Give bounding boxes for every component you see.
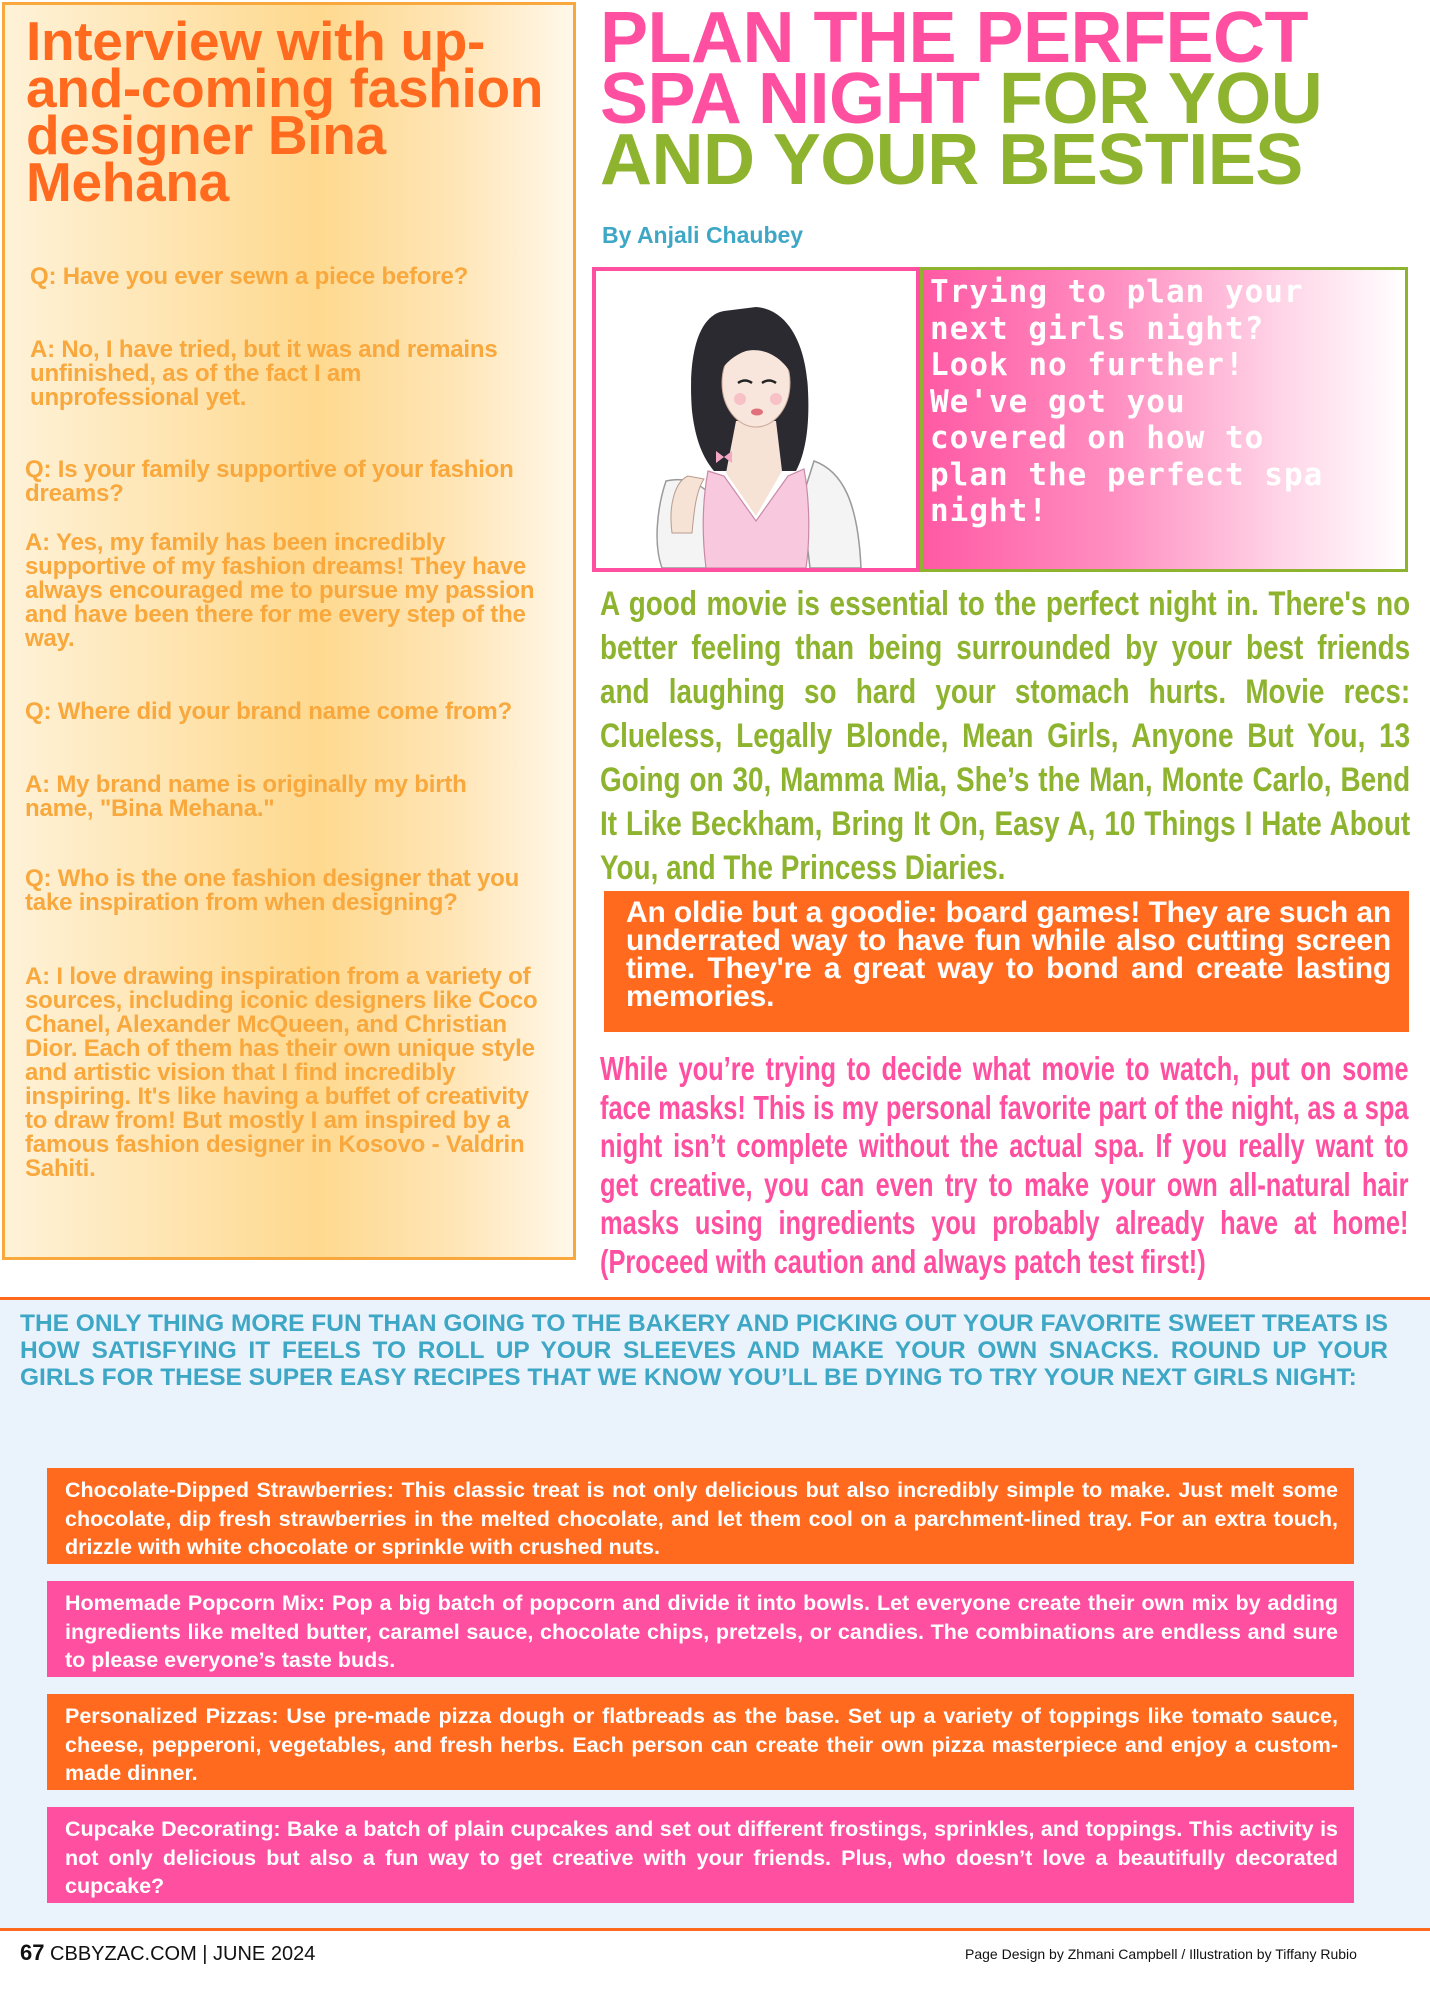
title-pink-part: PLAN THE PERFECT SPA NIGHT [600,0,1309,139]
interview-answer: A: My brand name is originally my birth name, "Bina Mehana." [25,771,467,822]
footer-credits: Page Design by Zhmani Campbell / Illustration by Tiffany Rubio [965,1946,1357,1962]
interview-question: Q: Who is the one fashion designer that you take inspiration from when designing? [25,865,520,916]
recipe-text: Homemade Popcorn Mix: Pop a big batch of popcorn and divide it into bowls. Let everyone create their own mix by adding ingredients like melted butter, caramel sauce, chocolate chips, pretzels, or candies. The combinations are endless and sure to please everyone’s taste buds. [65,1591,1338,1672]
site-and-date: CBBYZAC.COM | JUNE 2024 [50,1943,316,1965]
footer-folio [20,1940,315,1966]
face-masks-paragraph: While you’re trying to decide what movie to watch, put on some face masks! This is my personal favorite part of the night, as a spa night isn’t complete without the actual spa. If you really want to get creative, you can even try to make your own all-natural hair masks using ingredients you probably already have at home! (Proceed with caution and always patch test first!) [600,1050,1409,1280]
interview-question: Q: Have you ever sewn a piece before? [30,263,469,290]
movie-paragraph: A good movie is essential to the perfect night in. There's no better feeling than being surrounded by your best friends and laughing so hard your stomach hurts. Movie recs: Clueless, Legally Blonde, Mean Girls, Anyone But You, 13 Going on 30, Mamma Mia, She’s the Man, Monte Carlo, Bend It Like Beckham, Bring It On, Easy A, 10 Things I Hate About You, and The Princess Diaries. [600,585,1411,887]
recipe-card [47,1694,1354,1790]
interview-question: Q: Where did your brand name come from? [25,698,512,725]
board-games-text: An oldie but a goodie: board games! They are such an underrated way to have fun while also cutting screen time. They're a great way to bond and create lasting memories. [626,896,1391,1013]
interview-question: Q: Is your family supportive of your fashion dreams? [25,456,514,507]
interview-answer: A: No, I have tried, but it was and remains unfinished, as of the fact I am unprofessional yet. [30,336,498,411]
interview-title: Interview with up-and-coming fashion designer Bina Mehana [26,10,544,213]
spa-article-title [600,0,1420,200]
recipe-text: Chocolate-Dipped Strawberries: This classic treat is not only delicious but also incredibly simple to make. Just melt some chocolate, dip fresh strawberries in the melted chocolate, and let them cool on a parchment-lined tray. For an extra touch, drizzle with white chocolate or sprinkle with crushed nuts. [65,1478,1338,1559]
byline: By Anjali Chaubey [602,222,804,248]
interview-answer: A: I love drawing inspiration from a variety of sources, including iconic designers like Coco Chanel, Alexander McQueen, and Christian Dior. Each of them has their own unique style and artistic vision that I find incredibly inspiring. It's like having a buffet of creativity to draw from! But mostly I am inspired by a famous fashion designer in Kosovo - Valdrin Sahiti. [25,963,538,1182]
page-number: 67 [20,1940,45,1965]
recipe-text: Cupcake Decorating: Bake a batch of plain cupcakes and set out different frostings, sprinkles, and toppings. This activity is not only delicious but also a fun way to get creative with your friends. Plus, who doesn’t love a beautifully decorated cupcake? [65,1817,1338,1898]
title-green-part: FOR YOU AND YOUR BESTIES [600,59,1323,200]
interview-answer: A: Yes, my family has been incredibly supportive of my fashion dreams! They have always encouraged me to pursue my passion and have been there for me every step of the way. [25,529,535,652]
illustration-frame [592,267,920,572]
girl-illustration [596,271,916,568]
recipe-card [47,1468,1354,1564]
recipe-text: Personalized Pizzas: Use pre-made pizza dough or flatbreads as the base. Set up a variety of toppings like tomato sauce, cheese, pepperoni, vegetables, and fresh herbs. Each person can create their own pizza masterpiece and enjoy a custom-made dinner. [65,1704,1338,1785]
recipe-card [47,1581,1354,1677]
board-games-callout [604,891,1409,1032]
recipes-intro: THE ONLY THING MORE FUN THAN GOING TO THE BAKERY AND PICKING OUT YOUR FAVORITE SWEET TREATS IS HOW SATISFYING IT FEELS TO ROLL UP YOUR SLEEVES AND MAKE YOUR OWN SNACKS. ROUND UP YOUR GIRLS FOR THESE SUPER EASY RECIPES THAT WE KNOW YOU’LL BE DYING TO TRY YOUR NEXT GIRLS NIGHT: [20,1310,1389,1391]
recipe-card [47,1807,1354,1903]
intro-callout-text: Trying to plan your next girls night? Look no further! We've got you covered on how to plan the perfect spa night! [930,274,1324,529]
